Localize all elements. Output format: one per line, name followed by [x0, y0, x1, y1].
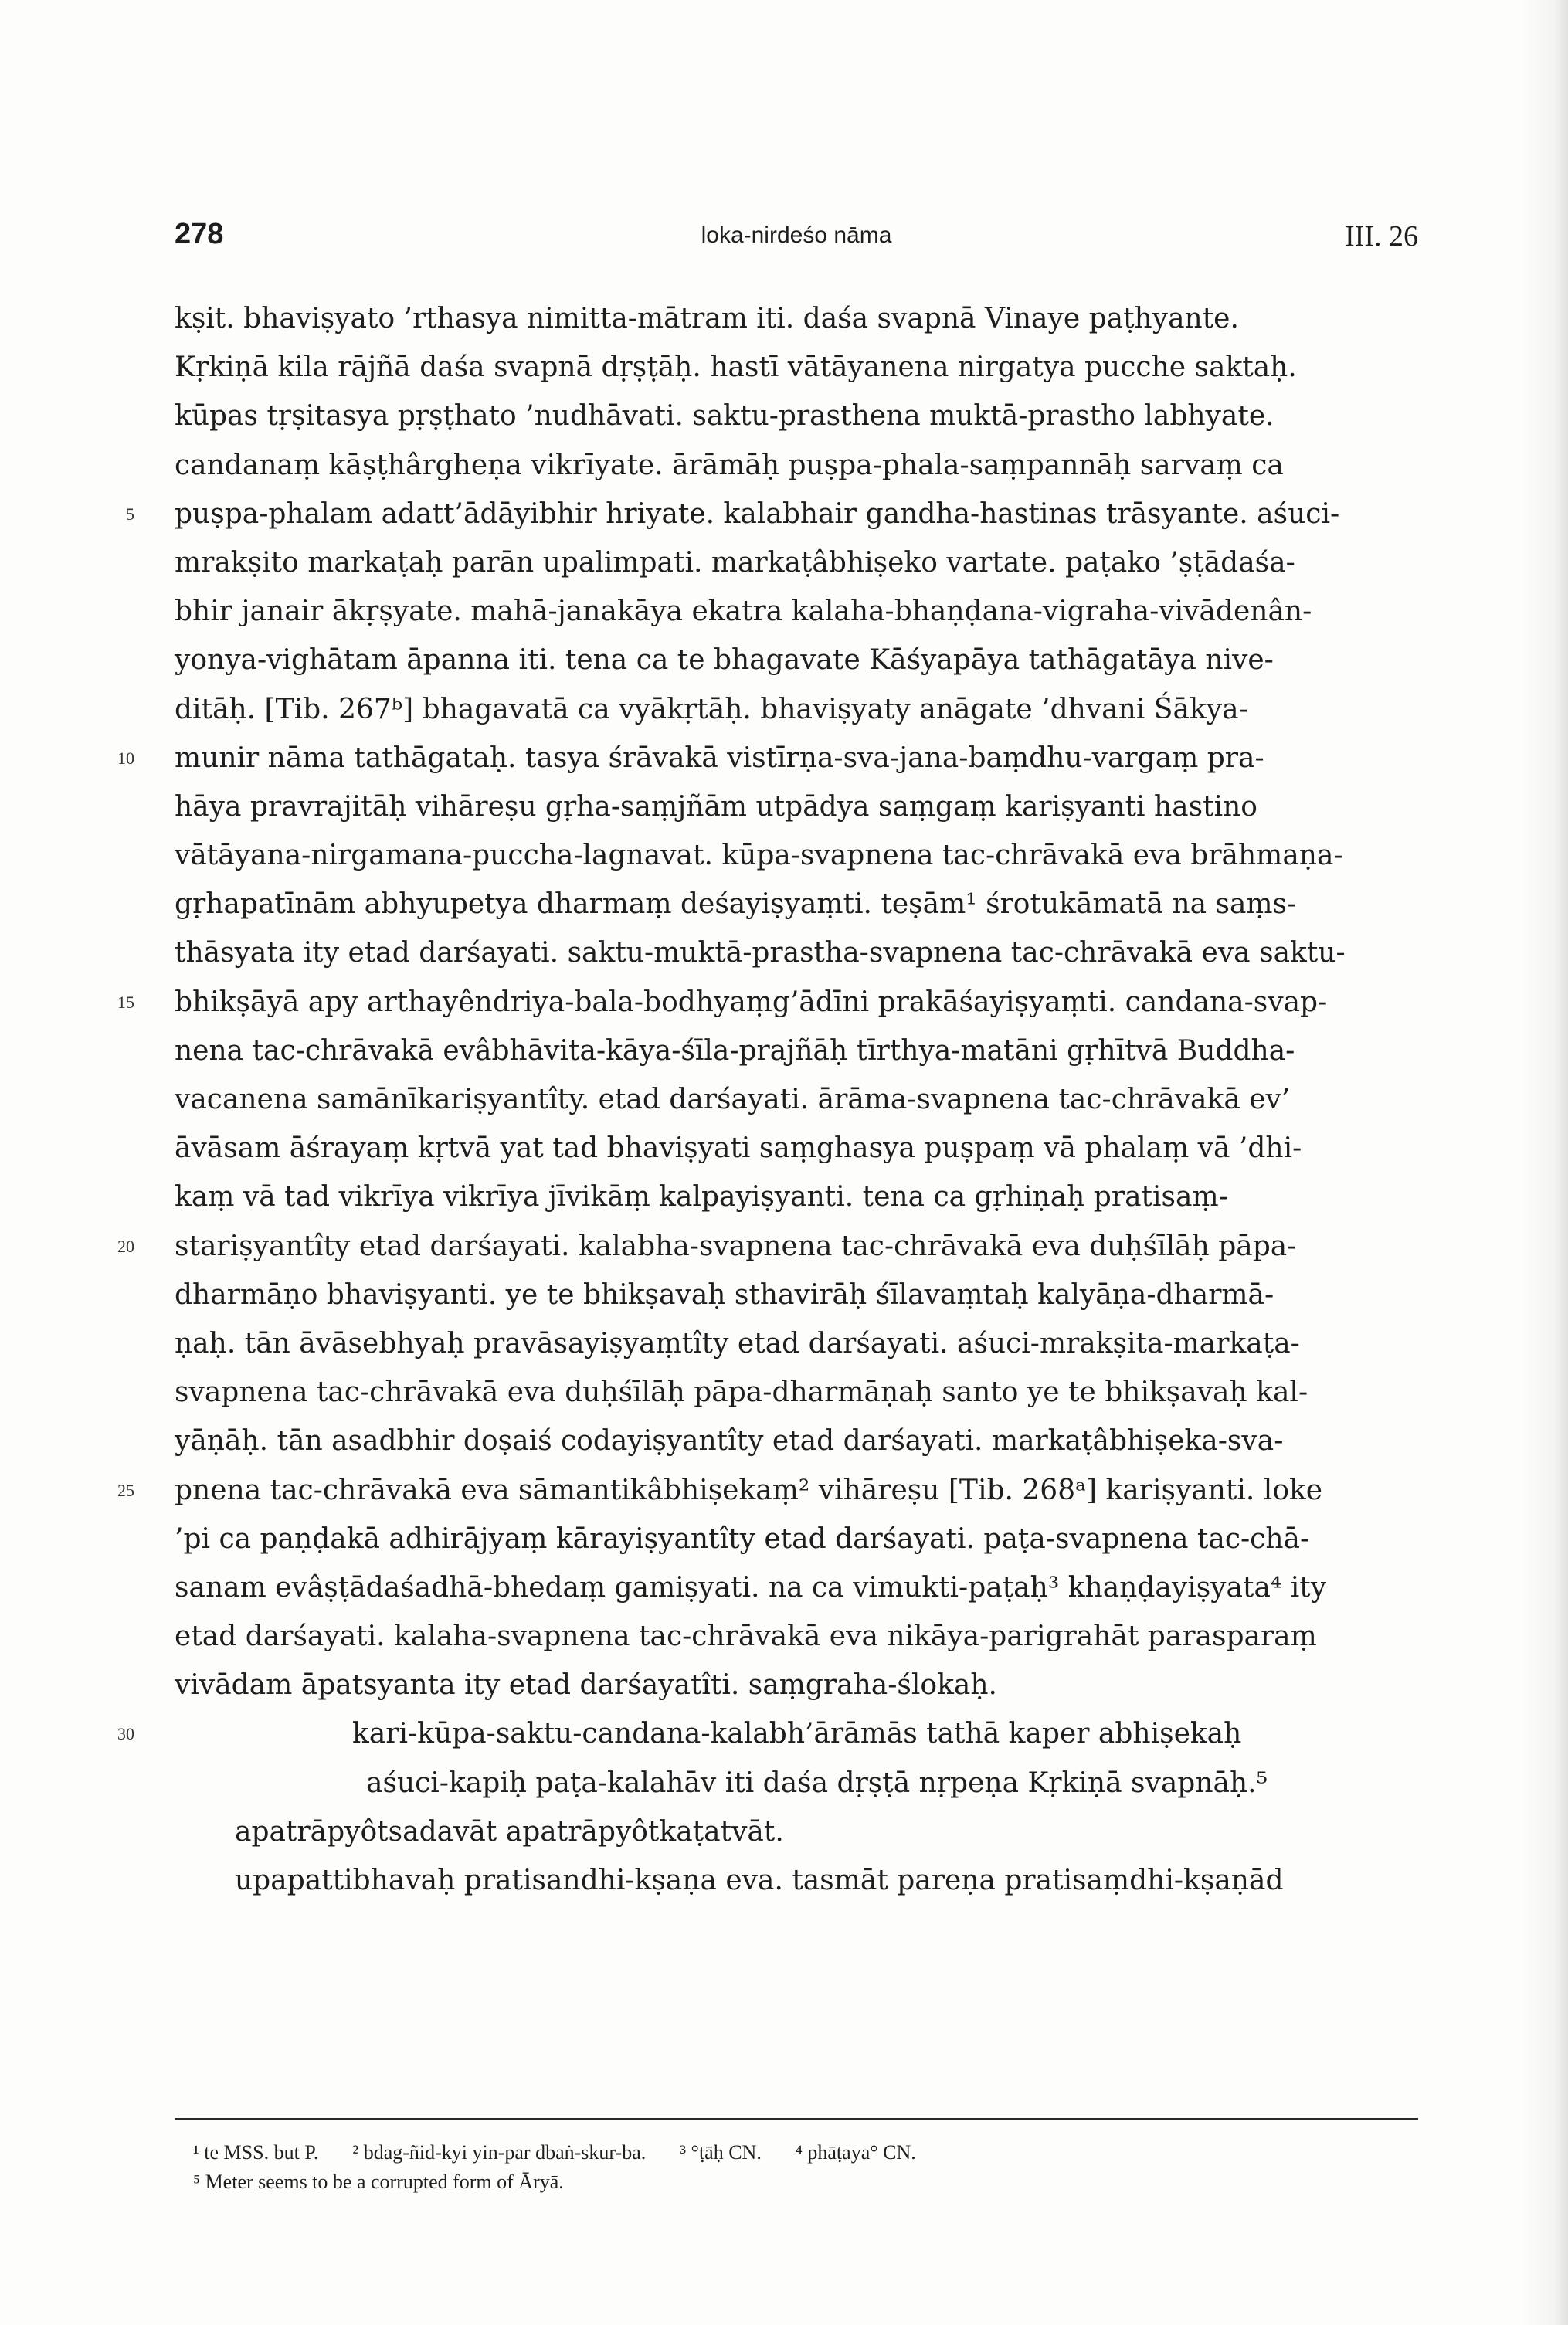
line-text: Kṛkiṇā kila rājñā daśa svapnā dṛṣṭāḥ. hastī vātāyanena nirgatya pucche saktaḥ. — [175, 351, 1297, 384]
line-text: sanam evâṣṭādaśadhā-bhedaṃ gamiṣyati. na ca vimukti-paṭaḥ³ khaṇḍayiṣyata⁴ ity — [175, 1571, 1327, 1604]
text-line — [175, 831, 1418, 880]
text-line — [175, 1271, 1418, 1319]
text-line — [175, 1661, 1418, 1709]
text-line — [175, 1368, 1418, 1417]
line-text: svapnena tac-chrāvakā eva duḥśīlāḥ pāpa-dharmāṇaḥ santo ye te bhikṣavaḥ kal- — [175, 1376, 1308, 1409]
page-header — [175, 218, 1418, 256]
footnote-row — [193, 2138, 1414, 2167]
line-text: upapattibhavaḥ pratisandhi-kṣaṇa eva. tasmāt pareṇa pratisaṃdhi-kṣaṇād — [235, 1865, 1284, 1896]
line-text: vacanena samānīkariṣyantîty. etad darśayati. ārāma-svapnena tac-chrāvakā ev’ — [175, 1084, 1291, 1115]
footnote: ¹ te MSS. but P. — [193, 2141, 319, 2164]
line-text: vivādam āpatsyanta ity etad darśayatîti. saṃgraha-ślokaḥ. — [175, 1669, 997, 1702]
footnote-row — [193, 2167, 1414, 2197]
text-line — [175, 343, 1418, 392]
line-number: 25 — [117, 1480, 134, 1500]
line-text: munir nāma tathāgataḥ. tasya śrāvakā vistīrṇa-sva-jana-baṃdhu-vargaṃ pra- — [175, 742, 1264, 774]
line-text: apatrāpyôtsadavāt apatrāpyôtkaṭatvāt. — [235, 1815, 784, 1848]
line-text: hāya pravrajitāḥ vihāreṣu gṛha-saṃjñām utpādya saṃgaṃ kariṣyanti hastino — [175, 790, 1257, 823]
text-line — [175, 1417, 1418, 1465]
text-line — [175, 1612, 1418, 1661]
footnote: ³ °ṭāḥ CN. — [680, 2141, 762, 2164]
line-number: 30 — [117, 1724, 134, 1744]
text-line — [175, 1807, 1418, 1856]
text-line — [117, 1709, 1418, 1758]
text-line — [175, 1124, 1418, 1173]
line-text: puṣpa-phalam adatt’ādāyibhir hriyate. kalabhair gandha-hastinas trāsyante. aśuci- — [175, 497, 1340, 530]
text-line — [175, 294, 1418, 343]
text-line — [175, 1027, 1418, 1075]
line-text: yāṇāḥ. tān asadbhir doṣaiś codayiṣyantîty etad darśayati. markaṭâbhiṣeka-sva- — [175, 1425, 1284, 1458]
line-text: kṣit. bhaviṣyato ’rthasya nimitta-mātram iti. daśa svapnā Vinaye paṭhyante. — [175, 303, 1239, 334]
line-text: kari-kūpa-saktu-candana-kalabh’ārāmās tathā kaper abhiṣekaḥ — [352, 1718, 1242, 1750]
line-number: 5 — [126, 504, 134, 524]
line-text: āvāsam āśrayaṃ kṛtvā yat tad bhaviṣyati saṃghasya puṣpaṃ vā phalaṃ vā ’dhi- — [175, 1132, 1302, 1165]
text-line — [175, 538, 1418, 587]
running-title: loka-nirdeśo nāma — [701, 222, 892, 248]
text-line — [175, 636, 1418, 684]
text-line — [175, 928, 1418, 977]
text-line — [117, 1222, 1418, 1271]
line-text: kūpas tṛṣitasya pṛṣṭhato ’nudhāvati. saktu-prasthena muktā-prastho labhyate. — [175, 400, 1274, 433]
line-number: 10 — [117, 748, 134, 768]
line-text: bhikṣāyā apy arthayêndriya-bala-bodhyaṃg’ādīni prakāśayiṣyaṃti. candana-svap- — [175, 986, 1328, 1018]
line-text: thāsyata ity etad darśayati. saktu-muktā-prastha-svapnena tac-chrāvakā eva saktu- — [175, 937, 1346, 969]
page-edge-shadow — [1522, 0, 1568, 2325]
line-text: ṇaḥ. tān āvāsebhyaḥ pravāsayiṣyaṃtîty etad darśayati. aśuci-mrakṣita-markaṭa- — [175, 1327, 1300, 1359]
line-text: mrakṣito markaṭaḥ parān upalimpati. markaṭâbhiṣeko vartate. paṭako ’ṣṭādaśa- — [175, 546, 1295, 579]
text-line — [117, 1466, 1418, 1515]
body-text — [117, 294, 1418, 1905]
text-line — [126, 490, 1418, 538]
text-line — [175, 392, 1418, 440]
text-line — [175, 880, 1418, 928]
text-line — [175, 1563, 1418, 1612]
line-text: vātāyana-nirgamana-puccha-lagnavat. kūpa-svapnena tac-chrāvakā eva brāhmaṇa- — [175, 840, 1343, 872]
line-text: etad darśayati. kalaha-svapnena tac-chrāvakā eva nikāya-parigrahāt parasparaṃ — [175, 1621, 1317, 1653]
text-line — [117, 978, 1418, 1027]
section-reference: III. 26 — [1345, 220, 1418, 253]
line-text: pnena tac-chrāvakā eva sāmantikâbhiṣekaṃ² vihāreṣu [Tib. 268ᵃ] kariṣyanti. loke — [175, 1474, 1323, 1506]
line-text: yonya-vighātam āpanna iti. tena ca te bhagavate Kāśyapāya tathāgatāya nive- — [175, 644, 1274, 677]
line-text: ditāḥ. [Tib. 267ᵇ] bhagavatā ca vyākṛtāḥ. bhaviṣyaty anāgate ’dhvani Śākya- — [175, 693, 1248, 725]
text-line — [175, 685, 1418, 734]
page-number: 278 — [175, 218, 224, 250]
text-line — [175, 1075, 1418, 1124]
footnote: ⁴ phāṭaya° CN. — [795, 2141, 916, 2164]
line-text: candanaṃ kāṣṭhârgheṇa vikrīyate. ārāmāḥ puṣpa-phala-saṃpannāḥ sarvaṃ ca — [175, 449, 1284, 481]
line-text: ’pi ca paṇḍakā adhirājyaṃ kārayiṣyantîty etad darśayati. paṭa-svapnena tac-chā- — [175, 1522, 1310, 1555]
text-line — [175, 441, 1418, 490]
line-number: 15 — [117, 992, 134, 1012]
text-line — [175, 1173, 1418, 1221]
text-line — [117, 734, 1418, 782]
footnote: ⁵ Meter seems to be a corrupted form of Āryā. — [193, 2171, 564, 2193]
text-line — [175, 1319, 1418, 1368]
footnote-divider — [175, 2118, 1418, 2120]
line-text: nena tac-chrāvakā evâbhāvita-kāya-śīla-prajñāḥ tīrthya-matāni gṛhītvā Buddha- — [175, 1034, 1295, 1067]
text-line — [175, 587, 1418, 636]
line-text: aśuci-kapiḥ paṭa-kalahāv iti daśa dṛṣṭā nṛpeṇa Kṛkiṇā svapnāḥ.⁵ — [366, 1767, 1268, 1799]
line-text: dharmāṇo bhaviṣyanti. ye te bhikṣavaḥ sthavirāḥ śīlavaṃtaḥ kalyāṇa-dharmā- — [175, 1278, 1274, 1311]
text-line — [175, 1856, 1418, 1905]
line-text: gṛhapatīnām abhyupetya dharmaṃ deśayiṣyaṃti. teṣām¹ śrotukāmatā na saṃs- — [175, 888, 1297, 921]
line-text: stariṣyantîty etad darśayati. kalabha-svapnena tac-chrāvakā eva duḥśīlāḥ pāpa- — [175, 1230, 1297, 1262]
text-line — [175, 1515, 1418, 1563]
text-line — [175, 782, 1418, 831]
footnotes — [193, 2138, 1414, 2197]
text-line — [175, 1759, 1418, 1807]
line-number: 20 — [117, 1236, 134, 1256]
footnote: ² bdag-ñid-kyi yin-par dbaṅ-skur-ba. — [352, 2141, 647, 2164]
line-text: kaṃ vā tad vikrīya vikrīya jīvikāṃ kalpayiṣyanti. tena ca gṛhiṇaḥ pratisaṃ- — [175, 1181, 1228, 1213]
line-text: bhir janair ākṛṣyate. mahā-janakāya ekatra kalaha-bhaṇḍana-vigraha-vivādenân- — [175, 596, 1312, 628]
